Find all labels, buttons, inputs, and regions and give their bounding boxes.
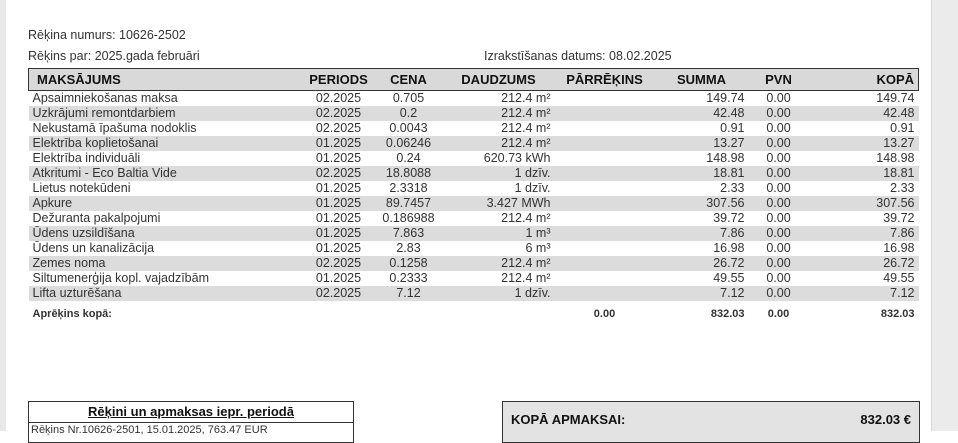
cell-name: Lifta uzturēšana: [29, 286, 303, 301]
cell-recalc: [555, 136, 655, 151]
cell-period: 02.2025: [303, 106, 375, 121]
viewer-right-margin: [931, 0, 958, 431]
issue-date: Izrakstīšanas datums: 08.02.2025: [484, 49, 672, 63]
cell-quantity: 1 dzīv.: [443, 286, 555, 301]
cell-quantity: 212.4 m²: [443, 136, 555, 151]
cell-name: Uzkrājumi remontdarbiem: [29, 106, 303, 121]
col-header-period: PERIODS: [303, 69, 375, 91]
cell-quantity: 212.4 m²: [501, 91, 551, 105]
cell-total: 307.56: [809, 196, 919, 211]
cell-name: Zemes noma: [29, 256, 303, 271]
cell-vat: 0.00: [749, 106, 809, 121]
cell-recalc: [555, 286, 655, 301]
cell-name: Apkure: [29, 196, 303, 211]
table-row: [29, 121, 919, 136]
totals-recalc: 0.00: [555, 301, 655, 327]
col-header-payment: MAKSĀJUMS: [29, 69, 303, 91]
cell-period: 01.2025: [303, 196, 375, 211]
cell-name: Ūdens un kanalizācija: [32, 241, 155, 255]
cell-recalc: [555, 211, 655, 226]
table-row: [29, 226, 919, 241]
totals-row: [29, 301, 919, 327]
cell-price: 0.0043: [389, 121, 428, 135]
cell-recalc: [555, 106, 655, 121]
cell-total: 13.27: [809, 136, 919, 151]
cell-price: 0.186988: [382, 211, 435, 225]
table-row: [29, 106, 919, 121]
cell-recalc: [555, 256, 655, 271]
cell-total: 7.12: [809, 286, 919, 301]
totals-empty: [375, 301, 443, 327]
cell-vat: 0.00: [766, 271, 791, 285]
cell-vat: 0.00: [749, 256, 809, 271]
cell-price: 89.7457: [375, 196, 443, 211]
cell-vat: 0.00: [749, 286, 809, 301]
cell-total: 149.74: [876, 91, 915, 105]
cell-sum: 148.98: [706, 151, 745, 165]
cell-period: 01.2025: [315, 211, 362, 225]
cell-name: Ūdens uzsildīšana: [29, 226, 303, 241]
table-row: [29, 241, 919, 256]
cell-price: 0.1258: [375, 256, 443, 271]
cell-price: 0.06246: [375, 136, 443, 151]
cell-price: 18.8088: [375, 166, 443, 181]
cell-period: 02.2025: [303, 256, 375, 271]
cell-sum: 307.56: [655, 196, 749, 211]
payment-total-panel: [502, 401, 920, 443]
cell-sum: 16.98: [713, 241, 745, 255]
history-panel: [28, 401, 354, 443]
totals-label: Aprēķins kopā:: [29, 301, 303, 327]
cell-quantity: 620.73 kWh: [483, 151, 551, 165]
cell-name: Elektrība koplietošanai: [29, 136, 303, 151]
cell-vat: 0.00: [766, 211, 791, 225]
cell-quantity: 212.4 m²: [501, 271, 551, 285]
cell-sum: 18.81: [655, 166, 749, 181]
cell-vat: 0.00: [749, 196, 809, 211]
cell-total: 39.72: [883, 211, 915, 225]
col-header-sum: SUMMA: [655, 69, 749, 91]
cell-total: 26.72: [809, 256, 919, 271]
cell-sum: 13.27: [655, 136, 749, 151]
table-row: [29, 151, 919, 166]
cell-name: Nekustamā īpašuma nodoklis: [32, 121, 197, 135]
cell-vat: 0.00: [766, 91, 791, 105]
cell-total: 42.48: [809, 106, 919, 121]
cell-period: 01.2025: [315, 151, 362, 165]
cell-total: 7.86: [809, 226, 919, 241]
cell-quantity: 6 m³: [525, 241, 551, 255]
cell-vat: 0.00: [766, 121, 791, 135]
totals-vat: 0.00: [749, 301, 809, 327]
totals-total: 832.03: [809, 301, 919, 327]
cell-period: 01.2025: [303, 136, 375, 151]
cell-recalc: [555, 151, 655, 166]
invoice-number: Rēķina numurs: 10626-2502: [28, 28, 186, 42]
cell-sum: 2.33: [720, 181, 745, 195]
cell-total: 16.98: [883, 241, 915, 255]
cell-quantity: 1 dzīv.: [443, 166, 555, 181]
col-header-total: KOPĀ: [809, 69, 919, 91]
col-header-price: CENA: [375, 69, 443, 91]
col-header-quantity: DAUDZUMS: [443, 69, 555, 91]
table-row: [29, 91, 919, 107]
cell-recalc: [555, 196, 655, 211]
cell-vat: 0.00: [749, 166, 809, 181]
totals-empty: [443, 301, 555, 327]
cell-quantity: 1 m³: [443, 226, 555, 241]
col-header-recalc: PĀRRĒĶINS: [555, 69, 655, 91]
table-row: [29, 136, 919, 151]
cell-recalc: [555, 166, 655, 181]
cell-price: 0.2: [375, 106, 443, 121]
cell-period: 02.2025: [315, 91, 362, 105]
cell-sum: 42.48: [655, 106, 749, 121]
cell-name: Lietus notekūdeni: [32, 181, 131, 195]
cell-quantity: 212.4 m²: [501, 121, 551, 135]
cell-sum: 149.74: [706, 91, 745, 105]
cell-quantity: 3.427 MWh: [443, 196, 555, 211]
cell-period: 02.2025: [303, 166, 375, 181]
cell-name: Dežuranta pakalpojumi: [32, 211, 161, 225]
cell-recalc: [555, 181, 655, 196]
cell-total: 0.91: [890, 121, 915, 135]
cell-recalc: [555, 226, 655, 241]
invoice-page: [6, 0, 931, 436]
cell-price: 7.863: [375, 226, 443, 241]
table-row: [29, 181, 919, 196]
table-row: [29, 166, 919, 181]
cell-price: 2.3318: [389, 181, 428, 195]
cell-quantity: 212.4 m²: [443, 256, 555, 271]
table-row: [29, 196, 919, 211]
cell-quantity: 212.4 m²: [443, 106, 555, 121]
table-row: [29, 271, 919, 286]
cell-price: 2.83: [396, 241, 421, 255]
cell-period: 02.2025: [303, 286, 375, 301]
cell-name: Apsaimniekošanas maksa: [32, 91, 178, 105]
cell-total: 148.98: [876, 151, 915, 165]
cell-vat: 0.00: [766, 181, 791, 195]
cell-vat: 0.00: [766, 241, 791, 255]
cell-vat: 0.00: [766, 151, 791, 165]
cell-price: 0.705: [392, 91, 425, 105]
payment-total-label: KOPĀ APMAKSAI:: [511, 412, 626, 427]
cell-recalc: [555, 271, 655, 286]
cell-period: 01.2025: [303, 226, 375, 241]
cell-recalc: [555, 241, 655, 256]
cell-quantity: 1 dzīv.: [514, 181, 551, 195]
invoice-period: Rēķins par: 2025.gada februāri: [28, 49, 200, 63]
history-row: Rēķins Nr.10626-2501, 15.01.2025, 763.47 EUR: [31, 424, 268, 436]
table-row: [29, 286, 919, 301]
history-panel-title: Rēķini un apmaksas iepr. periodā: [29, 402, 353, 423]
cell-name: Elektrība individuāli: [32, 151, 141, 165]
cell-vat: 0.00: [749, 136, 809, 151]
table-row: [29, 256, 919, 271]
cell-price: 0.24: [396, 151, 421, 165]
cell-period: 01.2025: [315, 181, 362, 195]
cell-sum: 26.72: [655, 256, 749, 271]
cell-vat: 0.00: [749, 226, 809, 241]
cell-sum: 49.55: [713, 271, 745, 285]
cell-period: 02.2025: [315, 121, 362, 135]
table-header-row: [29, 69, 919, 91]
cell-total: 18.81: [809, 166, 919, 181]
cell-total: 49.55: [883, 271, 915, 285]
table-row: [29, 211, 919, 226]
cell-period: 01.2025: [315, 241, 362, 255]
cell-period: 01.2025: [315, 271, 362, 285]
totals-sum: 832.03: [655, 301, 749, 327]
cell-sum: 39.72: [713, 211, 745, 225]
cell-recalc: [555, 121, 655, 136]
col-header-vat: PVN: [749, 69, 809, 91]
cell-price: 7.12: [375, 286, 443, 301]
payment-total-amount: 832.03 €: [860, 412, 911, 427]
cell-name: Atkritumi - Eco Baltia Vide: [29, 166, 303, 181]
cell-total: 2.33: [890, 181, 915, 195]
charges-table: [28, 68, 919, 327]
cell-sum: 7.12: [655, 286, 749, 301]
cell-price: 0.2333: [389, 271, 428, 285]
totals-empty: [303, 301, 375, 327]
cell-recalc: [555, 91, 655, 107]
cell-quantity: 212.4 m²: [501, 211, 551, 225]
cell-sum: 7.86: [655, 226, 749, 241]
cell-sum: 0.91: [720, 121, 745, 135]
cell-name: Siltumenerģija kopl. vajadzībām: [32, 271, 209, 285]
